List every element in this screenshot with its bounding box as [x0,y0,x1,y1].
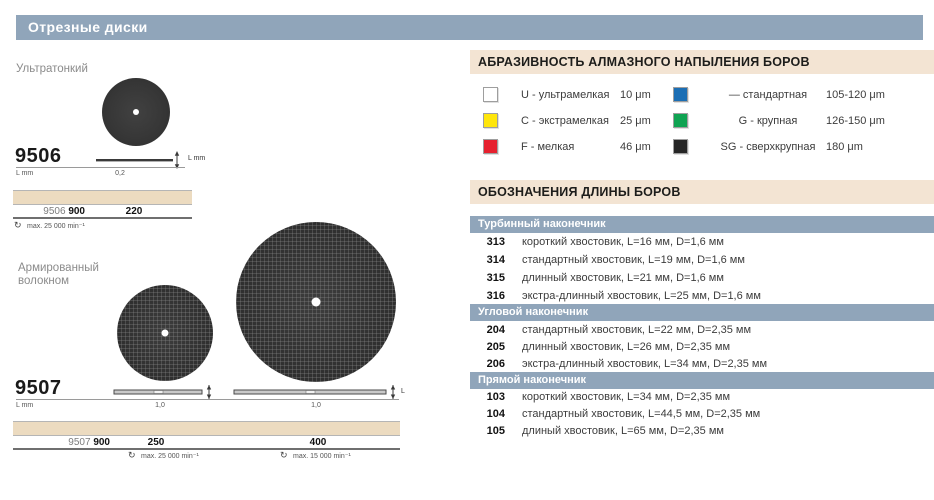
legend-swatch-supercoarse [673,139,688,154]
bur-desc: стандартный хвостовик, L=44,5 мм, D=2,35 мм [522,408,761,420]
reinforced-label-line2: волокном [18,275,70,287]
row-header-9506: L mm [16,170,34,177]
article-number: 9506 [43,206,66,217]
diameter-400: 400 [309,437,327,448]
reinforced-type-label [18,262,99,288]
bur-code: 314 [486,254,505,266]
divider [16,167,185,168]
reinforced-disc-small-image [117,285,213,381]
bur-code: 206 [486,358,505,370]
bur-code: 313 [486,236,505,248]
legend-value: 46 μm [620,141,651,153]
thickness-9506: 0,2 [115,170,125,177]
thickness-250: 1,0 [155,402,165,409]
bur-desc: короткий хвостовик, L=16 мм, D=1,6 мм [522,236,724,248]
legend-value: 25 μm [620,115,651,127]
bur-code: 316 [486,290,505,302]
disc-250-dimension-drawing [113,385,215,399]
legend-label: SG - сверхкрупная [720,141,816,153]
bur-desc: длинный хвостовик, L=26 мм, D=2,35 мм [522,341,731,353]
table-line [13,204,192,205]
legend-value: 10 μm [620,89,651,101]
table-band-9507 [13,422,400,435]
bur-desc: стандартный хвостовик, L=22 мм, D=2,35 мм [522,324,752,336]
legend-swatch-standard [673,87,688,102]
page-title: Отрезные диски [28,19,148,35]
product-code-9507: 9507 [15,377,62,399]
lengths-title: ОБОЗНАЧЕНИЯ ДЛИНЫ БОРОВ [478,185,681,199]
legend-label: F - мелкая [521,141,575,153]
ultrathin-type-label: Ультратонкий [16,63,88,75]
legend-swatch-fine [483,139,498,154]
legend-swatch-coarse [673,113,688,128]
diameter-9506: 220 [125,206,143,217]
max-speed-9506: max. 25 000 min⁻¹ [27,223,85,230]
table-line [13,217,192,219]
lengths-section-header [470,180,934,204]
legend-label: — стандартная [728,89,808,101]
abrasive-section-header [470,50,934,74]
disc-center-hole [162,330,169,337]
divider [16,399,399,400]
section-bar-turbine-handpiece: Турбинный наконечник [470,216,934,233]
legend-swatch-extrafine [483,113,498,128]
rotation-speed-icon: ↻ [128,450,136,460]
bur-code: 205 [486,341,505,353]
bur-code: 204 [486,324,505,336]
bur-desc: экстра-длинный хвостовик, L=25 мм, D=1,6 мм [522,290,761,302]
legend-label: U - ультрамелкая [521,89,610,101]
table-line [13,448,400,450]
bur-code: 103 [486,391,505,403]
disc-center-hole [312,298,321,307]
reinforced-disc-large-image [236,222,396,382]
bur-code: 104 [486,408,505,420]
max-speed-400: max. 15 000 min⁻¹ [293,453,351,460]
bur-code: 315 [486,272,505,284]
legend-label: C - экстрамелкая [521,115,609,127]
article-number: 9507 [68,437,91,448]
section-bar-straight-handpiece: Прямой наконечник [470,372,934,389]
ultrathin-disc-image [102,78,170,146]
row-header-9507: L mm [16,402,34,409]
legend-swatch-ultrafine [483,87,498,102]
reinforced-label-line1: Армированный [18,262,99,274]
rotation-speed-icon: ↻ [14,220,22,230]
bur-code: 105 [486,425,505,437]
rotation-speed-icon: ↻ [280,450,288,460]
article-9507 [40,437,110,448]
table-line [13,435,400,436]
disc-400-dimension-drawing [233,385,399,399]
bur-desc: длиный хвостовик, L=65 мм, D=2,35 мм [522,425,724,437]
page-title-bar [16,15,923,40]
bur-desc: стандартный хвостовик, L=19 мм, D=1,6 мм [522,254,745,266]
legend-value: 180 μm [826,141,863,153]
diameter-250: 250 [147,437,165,448]
max-speed-250: max. 25 000 min⁻¹ [141,453,199,460]
thickness-400: 1,0 [311,402,321,409]
legend-value: 126-150 μm [826,115,885,127]
dimension-label-9507: L [401,388,405,395]
product-code-9506: 9506 [15,145,62,167]
table-band-9506 [13,191,192,204]
section-bar-angle-handpiece: Угловой наконечник [470,304,934,321]
bur-desc: длинный хвостовик, L=21 мм, D=1,6 мм [522,272,724,284]
legend-label: G - крупная [738,115,798,127]
legend-value: 105-120 μm [826,89,885,101]
bur-desc: экстра-длинный хвостовик, L=34 мм, D=2,35 мм [522,358,768,370]
dimension-label-9506: L mm [188,155,206,162]
abrasive-title: АБРАЗИВНОСТЬ АЛМАЗНОГО НАПЫЛЕНИЯ БОРОВ [478,55,810,69]
article-9506 [20,206,85,217]
bur-desc: короткий хвостовик, L=34 мм, D=2,35 мм [522,391,731,403]
variant-number: 900 [68,206,85,217]
variant-number: 900 [93,437,110,448]
disc-center-hole [133,109,139,115]
